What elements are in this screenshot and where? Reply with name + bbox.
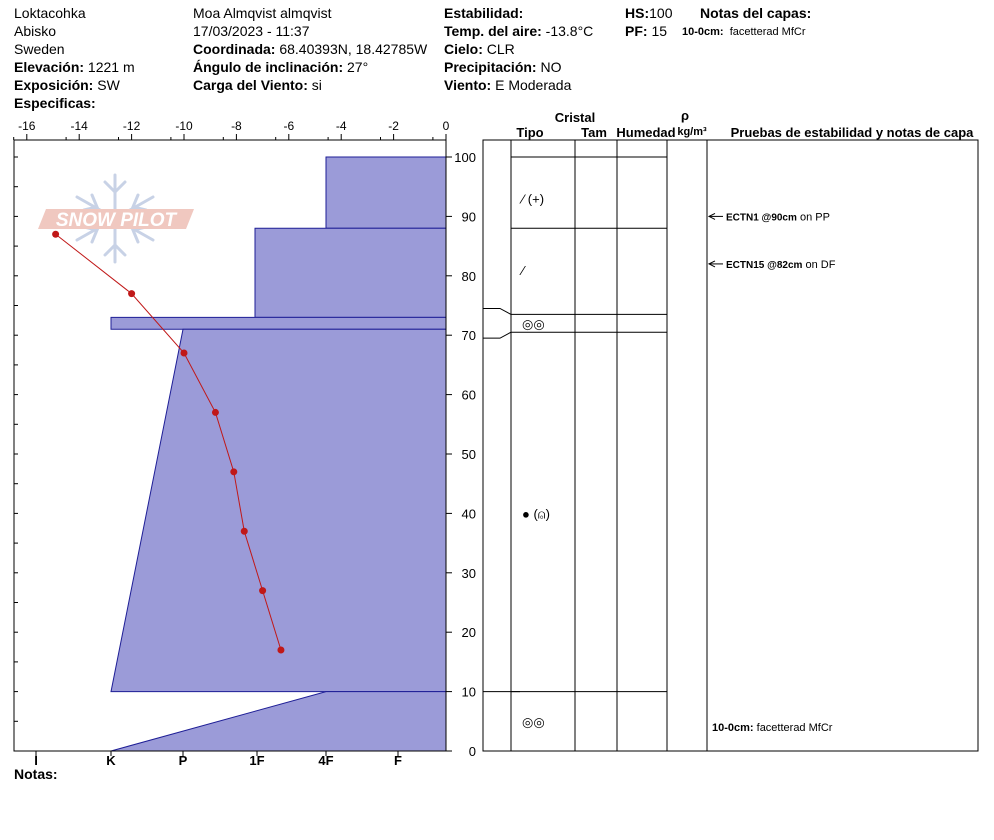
coord-row: Coordinada: 68.40393N, 18.42785W <box>193 41 428 57</box>
depth-tick-label: 0 <box>468 744 476 759</box>
temp-tick-label: -16 <box>18 119 36 133</box>
test-entry: ECTN15 @82cm on DF <box>726 258 836 271</box>
hardness-layer <box>111 329 446 691</box>
hardness-tick-label: 4F <box>318 753 334 768</box>
hardness-tick-label: F <box>394 753 402 768</box>
hardness-layer <box>255 228 446 317</box>
temp-tick-label: -12 <box>122 119 141 133</box>
region: Abisko <box>14 23 57 39</box>
notes-label: Notas: <box>14 766 58 782</box>
temp-point <box>181 350 188 357</box>
incline-row: Ángulo de inclinación: 27° <box>193 59 369 75</box>
temp-tick-label: 0 <box>442 119 450 133</box>
col-tipo: Tipo <box>516 125 544 140</box>
precip-row: Precipitación: NO <box>444 59 562 75</box>
pf-row: PF: 15 <box>625 23 668 39</box>
temp-point <box>241 528 248 535</box>
layer-connector <box>483 332 511 338</box>
aspect-row: Exposición: SW <box>14 77 120 93</box>
stability-row: Estabilidad: <box>444 5 524 21</box>
hardness-layer <box>111 692 446 751</box>
temp-point <box>212 409 219 416</box>
temperature-axis <box>14 119 450 140</box>
depth-tick-label: 80 <box>461 268 476 284</box>
crystal-symbol: ⁄ (+) <box>522 191 545 207</box>
country: Sweden <box>14 41 65 57</box>
layer-notes-entry: 10-0cm: facetterad MfCr <box>682 26 806 38</box>
depth-tick-label: 30 <box>461 565 476 581</box>
col-cristal: Cristal <box>554 110 596 125</box>
observer: Moa Almqvist almqvist <box>193 5 332 21</box>
depth-tick-label: 100 <box>454 150 476 165</box>
hardness-tick-label: 1F <box>249 753 265 768</box>
crystal-table <box>483 108 978 751</box>
datetime: 17/03/2023 - 11:37 <box>193 23 310 39</box>
test-entry: ECTN1 @90cm on PP <box>726 211 830 224</box>
depth-tick-label: 60 <box>461 387 476 403</box>
depth-tick-label: 70 <box>461 328 476 344</box>
sky-row: Cielo: CLR <box>444 41 515 57</box>
crystal-symbol: ◎◎ <box>522 714 545 730</box>
hardness-tick-label: K <box>106 753 116 768</box>
layer-notes <box>712 722 833 734</box>
wind-row: Viento: E Moderada <box>444 77 572 93</box>
temp-tick-label: -14 <box>70 119 88 133</box>
wind-load-row: Carga del Viento: si <box>193 77 322 93</box>
temp-tick-label: -6 <box>283 119 295 133</box>
temp-tick-label: -10 <box>175 119 193 133</box>
hardness-tick-label: I <box>34 753 38 768</box>
temp-point <box>52 231 59 238</box>
hardness-axis <box>34 751 402 768</box>
col-tests: Pruebas de estabilidad y notas de capa <box>730 125 974 140</box>
temp-tick-label: -2 <box>388 119 399 133</box>
crystal-symbol: ◎◎ <box>522 316 545 332</box>
depth-tick-label: 20 <box>461 625 476 641</box>
svg-text:SNOW PILOT: SNOW PILOT <box>55 210 177 231</box>
stability-tests <box>709 211 836 271</box>
crystal-symbols <box>519 192 550 730</box>
col-tam: Tam <box>581 125 607 140</box>
col-rho: ρ <box>680 108 690 123</box>
specifics-row: Especificas: <box>14 95 96 111</box>
temp-point <box>230 468 237 475</box>
layer-note-entry: 10-0cm: facetterad MfCr <box>712 722 833 735</box>
temp-point <box>259 587 266 594</box>
depth-tick-label: 50 <box>461 447 476 462</box>
temp-point <box>277 647 284 654</box>
hardness-profile <box>111 157 446 751</box>
hardness-tick-label: P <box>178 753 188 768</box>
temp-point <box>128 290 135 297</box>
hs-row: HS:100 <box>625 5 673 21</box>
layer-connector <box>483 308 511 314</box>
col-density-unit: kg/m³ <box>677 126 707 138</box>
crystal-symbol: ⁄ <box>522 262 525 278</box>
hardness-layer <box>326 157 446 228</box>
elevation-row: Elevación: 1221 m <box>14 59 135 75</box>
air-temp-row: Temp. del aire: -13.8°C <box>444 23 594 39</box>
col-humedad: Humedad <box>616 125 676 140</box>
layer-notes-title: Notas del capas: <box>700 5 812 21</box>
location-name: Loktacohka <box>14 5 86 21</box>
snow-pilot-logo <box>38 209 194 231</box>
depth-axis <box>446 150 476 759</box>
depth-tick-label: 40 <box>461 506 476 522</box>
temp-tick-label: -8 <box>231 119 242 133</box>
depth-tick-label: 10 <box>461 684 476 700</box>
crystal-symbol: ● (⍝) <box>522 506 550 522</box>
temp-tick-label: -4 <box>335 119 347 133</box>
depth-tick-label: 90 <box>461 209 476 225</box>
